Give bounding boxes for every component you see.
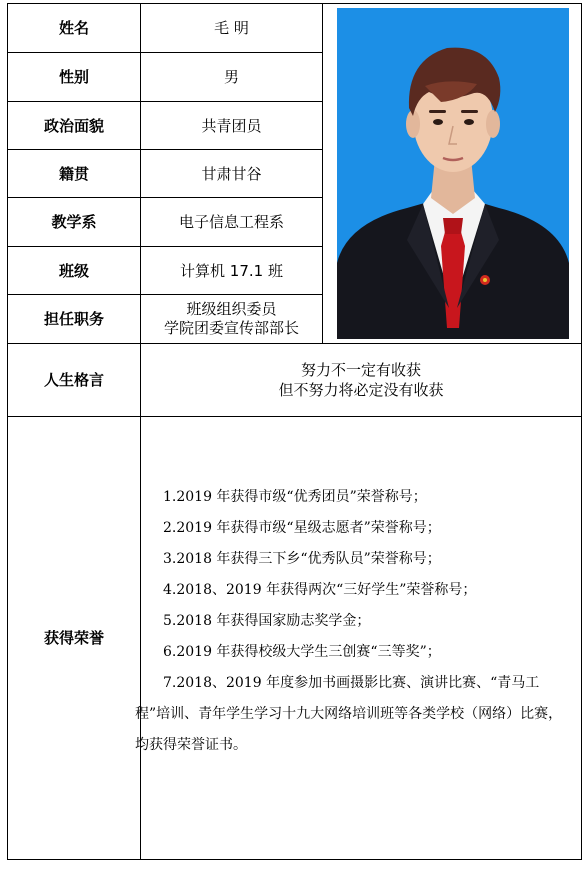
list-item: 2.2019 年获得市级“星级志愿者”荣誉称号；: [163, 520, 441, 536]
duty-line-2: 学院团委宣传部部长: [163, 319, 299, 337]
list-item: 5.2018 年获得国家励志奖学金；: [163, 613, 371, 629]
list-item: 1.2019 年获得市级“优秀团员”荣誉称号；: [163, 489, 427, 505]
portrait-photo: [337, 8, 569, 339]
value-political-status: 共青团员: [201, 116, 262, 135]
portrait-icon: [337, 8, 569, 339]
label-duty: 担任职务: [43, 310, 104, 328]
honors-list: [135, 482, 572, 761]
value-motto: [141, 344, 581, 416]
value-duty: [141, 295, 322, 343]
photo-divider: [322, 4, 323, 343]
label-name: 姓名: [58, 19, 89, 37]
duty-line-1: 班级组织委员: [186, 300, 277, 318]
motto-line-2: 但不努力将必定没有收获: [278, 381, 444, 399]
label-motto: 人生格言: [43, 371, 104, 389]
value-department: 电子信息工程系: [178, 213, 284, 231]
motto-line-1: 努力不一定有收获: [300, 361, 421, 379]
label-political-status: 政治面貌: [43, 116, 104, 135]
value-gender: 男: [223, 68, 239, 86]
list-item: 7.2018、2019 年度参加书画摄影比赛、演讲比赛、“青马工程”培训、青年学生学习十九大网络培训班等各类学校（网络）比赛，均获得荣誉证书。: [135, 675, 563, 753]
value-name: 毛 明: [214, 19, 249, 37]
label-native-place: 籍贯: [58, 164, 89, 183]
list-item: 6.2019 年获得校级大学生三创赛“三等奖”；: [163, 644, 441, 660]
label-class: 班级: [58, 261, 89, 280]
list-item: 4.2018、2019 年获得两次“三好学生”荣誉称号；: [163, 582, 477, 598]
value-class: 计算机 17.1 班: [180, 261, 283, 280]
label-honors: 获得荣誉: [43, 629, 104, 647]
label-gender: 性别: [58, 68, 89, 86]
label-department: 教学系: [51, 213, 97, 231]
list-item: 3.2018 年获得三下乡“优秀队员”荣誉称号；: [163, 551, 441, 567]
value-native-place: 甘肃甘谷: [201, 164, 262, 183]
